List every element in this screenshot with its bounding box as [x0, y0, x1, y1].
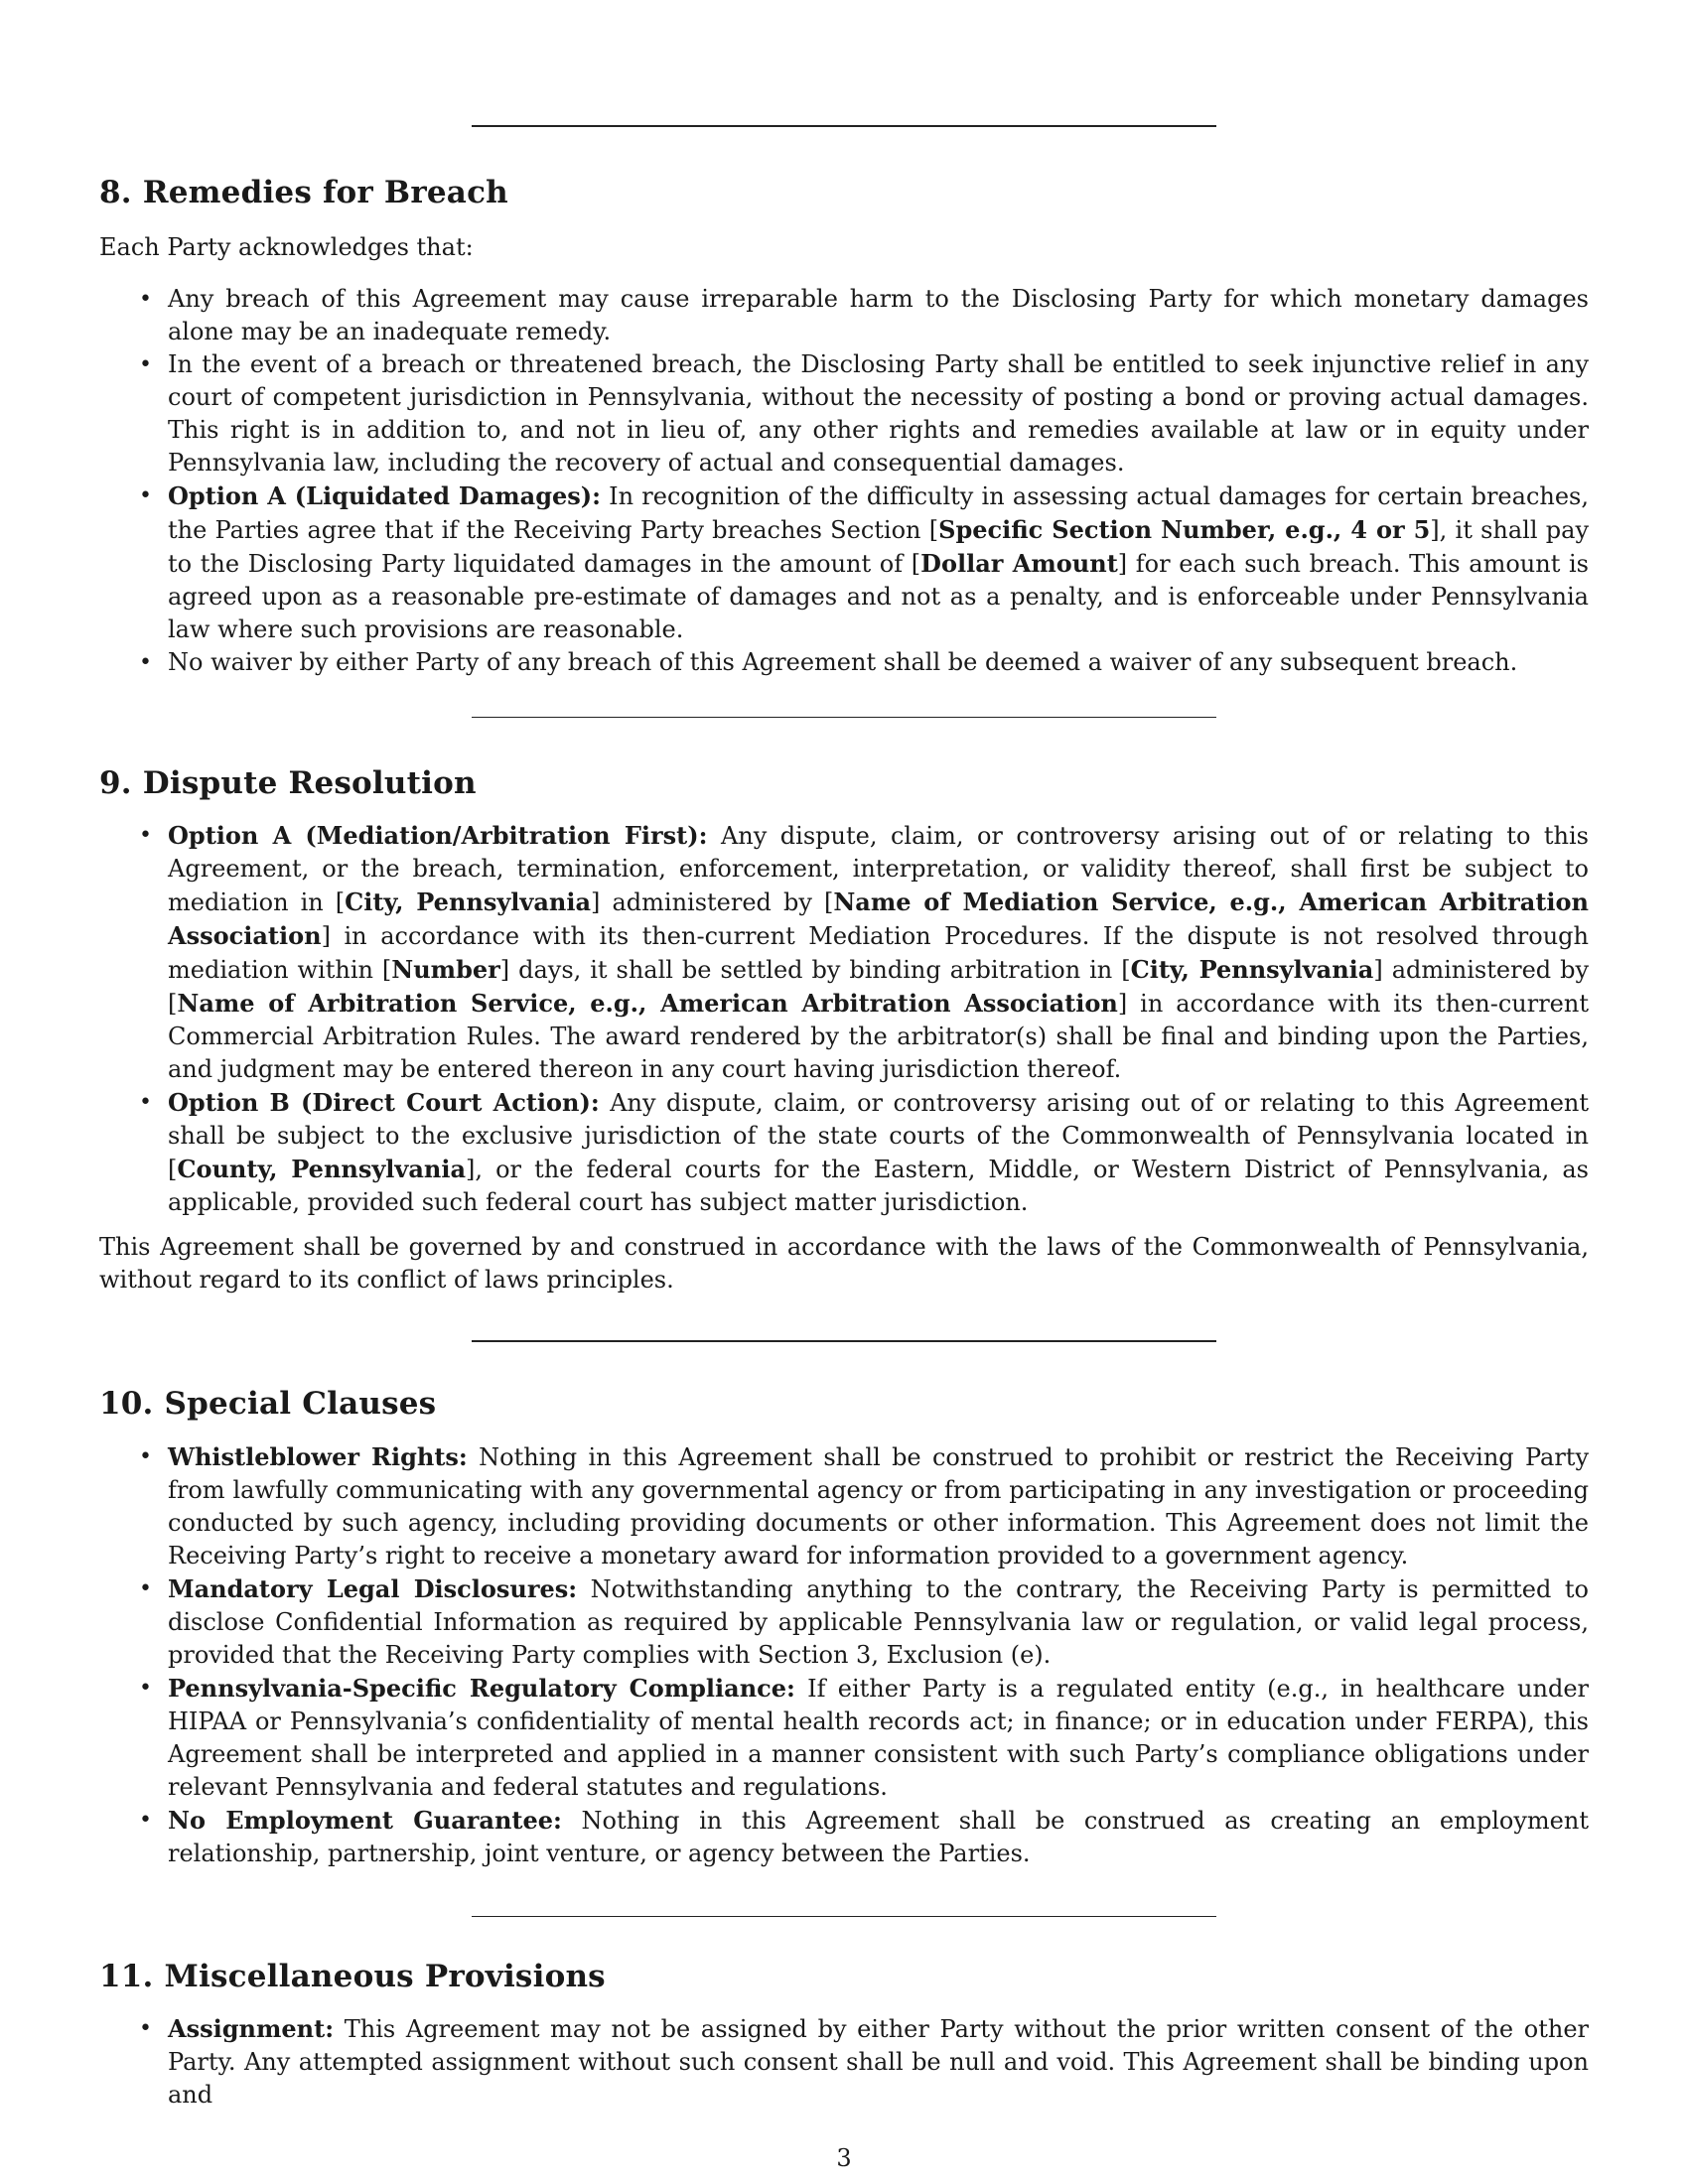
bullet-icon: • — [139, 1576, 152, 1601]
list-item: • Option B (Direct Court Action): Any dispute, claim, or controversy arising out of or relating to this Agreement shall be subject to the exclusive jurisdiction of the state courts of the Commonwealth of Pennsylvania located in [County, Pennsylvania], or the federal courts for the Eastern, Middle, or Western District of Pennsylvania, as applicable, provided such federal court has subject matter jurisdiction. — [139, 1088, 1589, 1216]
section-closing: This Agreement shall be governed by and construed in accordance with the laws of the Commonwealth of Pennsylvania, without regard to its conflict of laws principles. — [99, 1233, 1589, 1294]
bullet-icon: • — [139, 287, 152, 312]
bullet-icon: • — [139, 2016, 152, 2041]
section-divider — [472, 717, 1216, 718]
list-item: • Assignment: This Agreement may not be assigned by either Party without the prior written consent of the other Party. Any attempted assignment without such consent shall be null and void. This Agreement shall be binding upon and — [139, 2014, 1589, 2109]
bullet-icon: • — [139, 1808, 152, 1833]
bullet-icon: • — [139, 1090, 152, 1115]
section-heading: 11. Miscellaneous Provisions — [99, 1959, 606, 1994]
bullet-icon: • — [139, 352, 152, 377]
section-divider — [472, 125, 1216, 127]
list-item: • Option A (Liquidated Damages): In recognition of the difficulty in assessing actual damages for certain breaches, the Parties agree that if the Receiving Party breaches Section [Specific Section Number, e.g., 4 or 5], it shall pay to the Disclosing Party liquidated damages in the amount of [Dollar Amount] for each such breach. This amount is agreed upon as a reasonable pre-estimate of damages and not as a penalty, and is enforceable under Pennsylvania law where such provisions are reasonable. — [139, 481, 1590, 643]
bullet-icon: • — [139, 483, 152, 508]
list-item: • In the event of a breach or threatened breach, the Disclosing Party shall be entitled to seek injunctive relief in any court of competent jurisdiction in Pennsylvania, without the necessity of posting a bond or proving actual damages. This right is in addition to, and not in lieu of, any other rights and remedies available at law or in equity under Pennsylvania law, including the recovery of actual and consequential damages. — [139, 350, 1589, 477]
bullet-icon: • — [139, 650, 152, 675]
list-item: • No Employment Guarantee: Nothing in this Agreement shall be construed as creating an employment relationship, partnership, joint venture, or agency between the Parties. — [139, 1806, 1589, 1867]
bullet-list — [99, 819, 1589, 1219]
section-intro: Each Party acknowledges that: — [99, 233, 474, 261]
list-item: • Pennsylvania-Specific Regulatory Compliance: If either Party is a regulated entity (e.g., in healthcare under HIPAA or Pennsylvania’s confidentiality of mental health records act; in finance; or in education under FERPA), this Agreement shall be interpreted and applied in a manner consistent with such Party’s compliance obligations under relevant Pennsylvania and federal statutes and regulations. — [139, 1674, 1589, 1801]
bullet-list — [99, 2012, 1589, 2112]
list-item: • No waiver by either Party of any breach of this Agreement shall be deemed a waiver of any subsequent breach. — [99, 646, 1589, 679]
bullet-list — [99, 1440, 1589, 1870]
list-item: • Whistleblower Rights: Nothing in this Agreement shall be construed to prohibit or restrict the Receiving Party from lawfully communicating with any governmental agency or from participating in any investigation or proceeding conducted by such agency, including providing documents or other information. This Agreement does not limit the Receiving Party’s right to receive a monetary award for information provided to a government agency. — [139, 1442, 1590, 1570]
section-heading: 10. Special Clauses — [99, 1386, 437, 1422]
section-divider — [472, 1916, 1216, 1917]
list-item: • Mandatory Legal Disclosures: Notwithstanding anything to the contrary, the Receiving Party is permitted to disclose Confidential Information as required by applicable Pennsylvania law or regulation, or valid legal process, provided that the Receiving Party complies with Section 3, Exclusion (e). — [139, 1574, 1589, 1669]
bullet-icon: • — [139, 1676, 152, 1701]
section-divider — [472, 1340, 1216, 1342]
section-heading: 9. Dispute Resolution — [99, 765, 477, 801]
bullet-icon: • — [139, 823, 152, 848]
bullet-icon: • — [139, 1444, 152, 1469]
page-number: 3 — [836, 2144, 852, 2172]
bullet-list — [99, 283, 1589, 679]
section-heading: 8. Remedies for Breach — [99, 175, 508, 210]
list-item: • Option A (Mediation/Arbitration First): Any dispute, claim, or controversy arising out of or relating to this Agreement, or the breach, termination, enforcement, interpretation, or validity thereof, shall first be subject to mediation in [City, Pennsylvania] administered by [Name of Mediation Service, e.g., American Arbitration Association] in accordance with its then-current Mediation Procedures. If the dispute is not resolved through mediation within [Number] days, it shall be settled by binding arbitration in [City, Pennsylvania] administered by [Name of Arbitration Service, e.g., American Arbitration Association] in accordance with its then-current Commercial Arbitration Rules. The award rendered by the arbitrator(s) shall be final and binding upon the Parties, and judgment may be entered thereon in any court having jurisdiction thereof. — [139, 821, 1590, 1083]
list-item: • Any breach of this Agreement may cause irreparable harm to the Disclosing Party for which monetary damages alone may be an inadequate remedy. — [139, 285, 1589, 345]
